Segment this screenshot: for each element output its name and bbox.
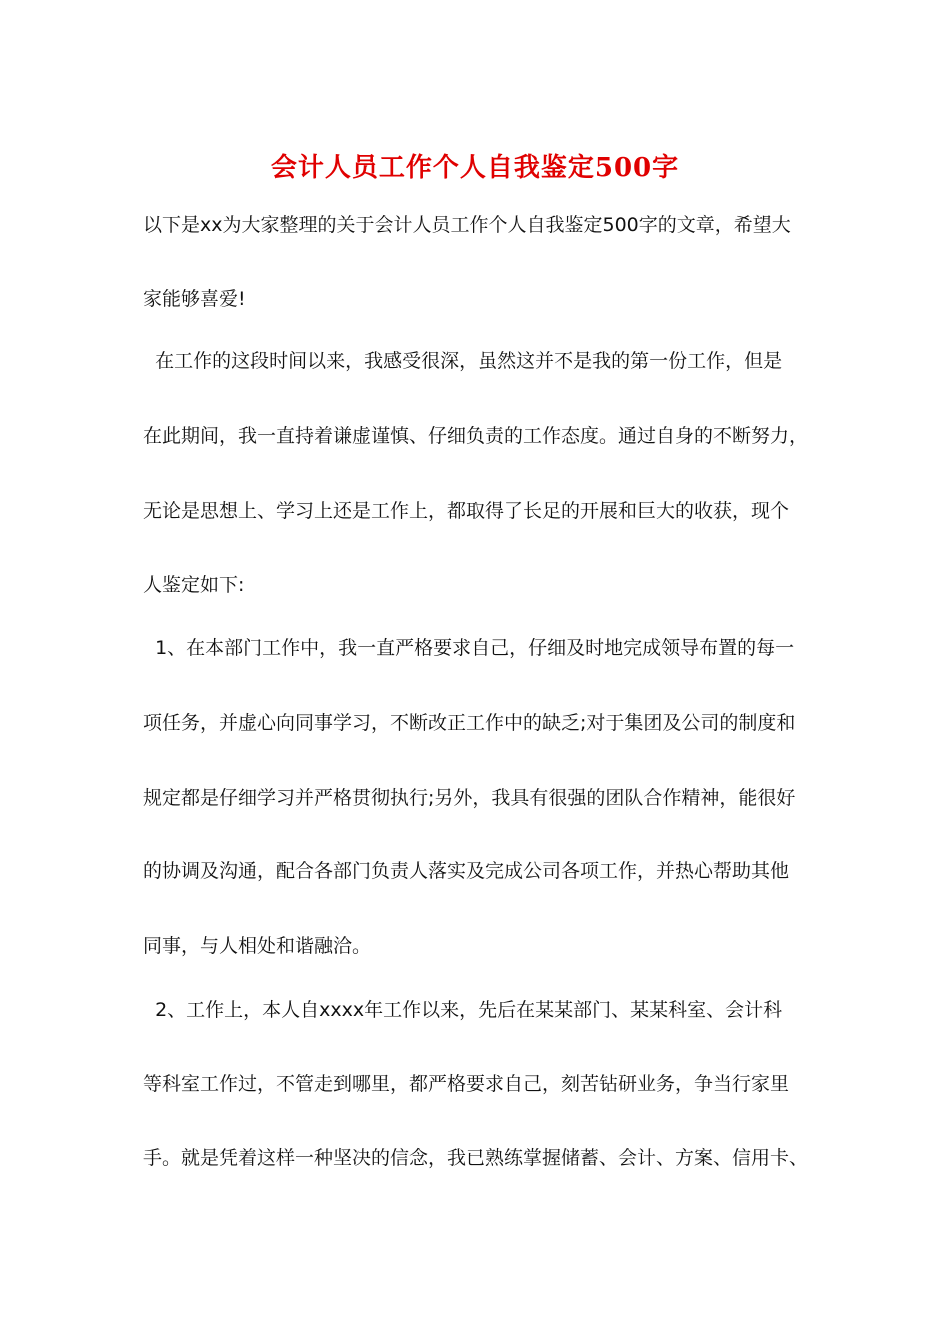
text-line: 规定都是仔细学习并严格贯彻执行;另外，我具有很强的团队合作精神，能很好 xyxy=(143,787,796,809)
text-line: 1、在本部门工作中，我一直严格要求自己，仔细及时地完成领导布置的每一 xyxy=(143,637,795,659)
text-line: 人鉴定如下: xyxy=(143,574,245,596)
document-title: 会计人员工作个人自我鉴定500字 xyxy=(270,153,680,183)
text-line: 项任务，并虚心向同事学习，不断改正工作中的缺乏;对于集团及公司的制度和 xyxy=(143,712,796,734)
text-line: 手。就是凭着这样一种坚决的信念，我已熟练掌握储蓄、会计、方案、信用卡、 xyxy=(143,1147,809,1169)
text-line: 等科室工作过，不管走到哪里，都严格要求自己，刻苦钻研业务，争当行家里 xyxy=(143,1073,790,1095)
text-line: 同事，与人相处和谐融洽。 xyxy=(143,935,372,957)
text-line: 无论是思想上、学习上还是工作上，都取得了长足的开展和巨大的收获，现个 xyxy=(143,500,790,522)
text-line: 的协调及沟通，配合各部门负责人落实及完成公司各项工作，并热心帮助其他 xyxy=(143,860,790,882)
text-line: 2、工作上，本人自xxxx年工作以来，先后在某某部门、某某科室、会计科 xyxy=(143,999,783,1021)
text-line: 以下是xx为大家整理的关于会计人员工作个人自我鉴定500字的文章，希望大 xyxy=(143,214,791,236)
text-line: 在工作的这段时间以来，我感受很深，虽然这并不是我的第一份工作，但是 xyxy=(143,350,783,372)
text-line: 在此期间，我一直持着谦虚谨慎、仔细负责的工作态度。通过自身的不断努力， xyxy=(143,425,809,447)
text-line: 家能够喜爱! xyxy=(143,288,246,310)
